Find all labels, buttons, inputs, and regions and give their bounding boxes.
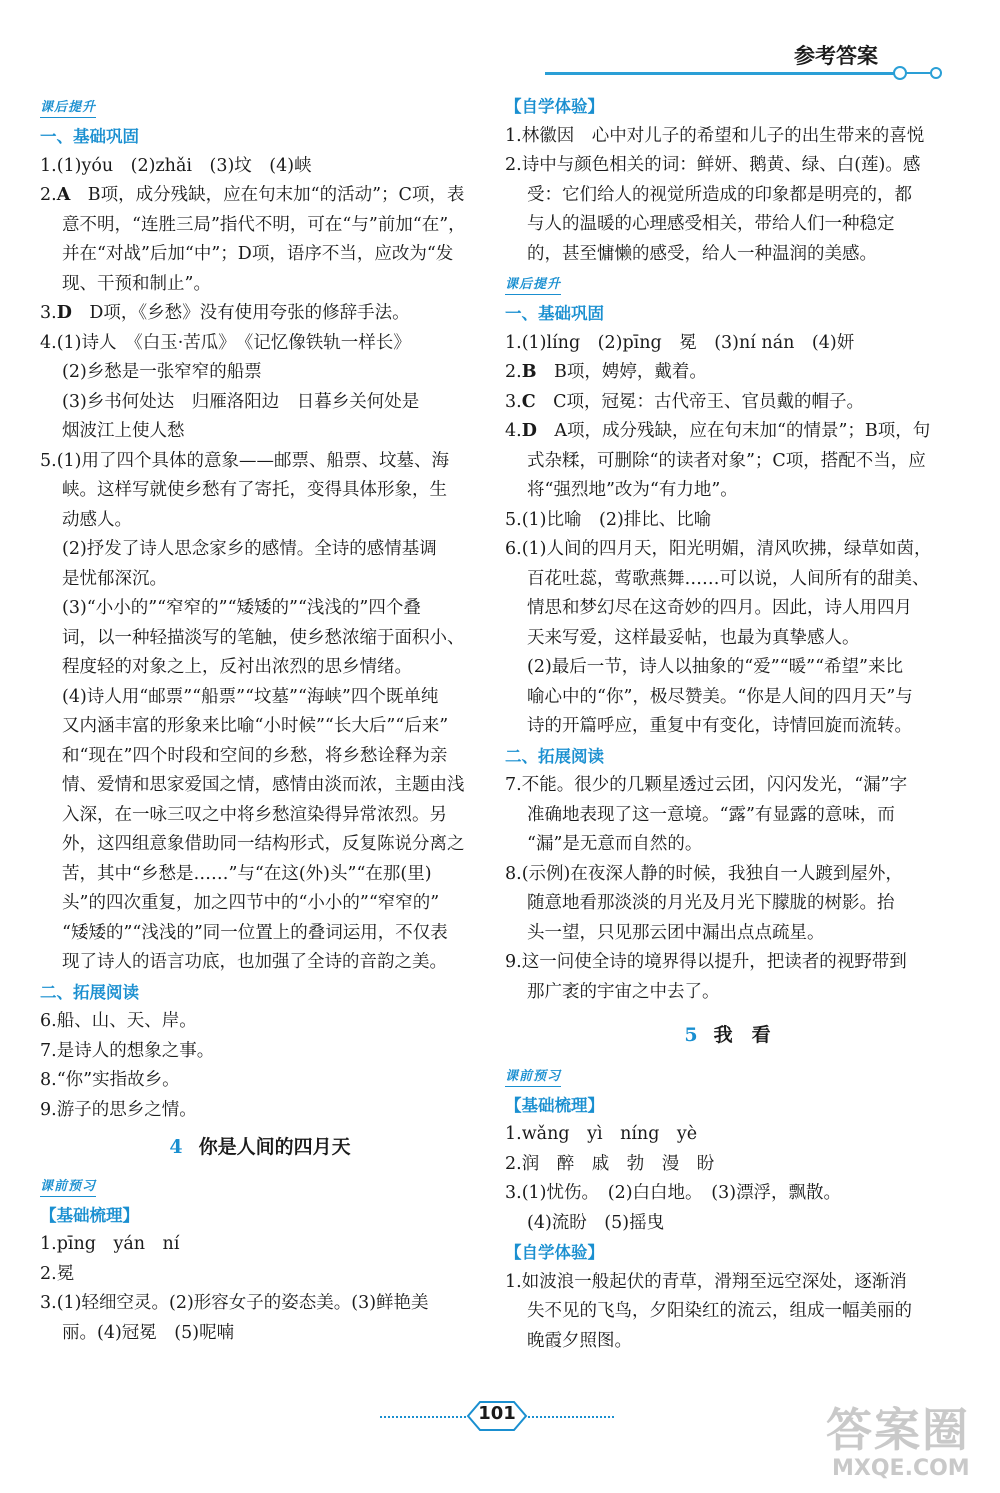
answer-line: 3.(1)轻细空灵。(2)形容女子的姿态美。(3)鲜艳美 [40,1293,429,1313]
answer-line: 6.船、山、天、岸。 [40,1011,197,1031]
answer-line: (3)乡书何处达 归雁洛阳边 日暮乡关何处是 [62,391,420,412]
answer-line: 5.(1)用了四个具体的意象——邮票、船票、坟墓、海 [40,450,449,471]
answer-line: 是忧郁深沉。 [62,568,167,589]
answer-line: 1.(1)yóu (2)zhǎi (3)坟 (4)峡 [40,155,312,176]
answer-line: 苦，其中“乡愁是……”与“在这(外)头”“在那(里) [62,863,432,884]
answer-line: 式杂糅，可删除“的读者对象”；C项，搭配不当，应 [527,450,926,471]
answer-line: 9.这一问使全诗的境界得以提升，把读者的视野带到 [505,952,907,972]
answer-line: 6.(1)人间的四月天，阳光明媚，清风吹拂，绿草如茵， [505,539,932,559]
answer-line: 失不见的飞鸟，夕阳染红的流云，组成一幅美丽的 [527,1301,912,1321]
answer-line: 程度轻的对象之上，反衬出浓烈的思乡情绪。 [62,657,412,677]
answer-line: 随意地看那淡淡的月光及月光下朦胧的树影。抬 [527,893,895,913]
section-heading: 二、拓展阅读 [505,746,604,766]
answer-line: 头”的四次重复，加之四节中的“小小的”“窄窄的” [62,893,440,913]
answer-line: 8.“你”实指故乡。 [40,1070,180,1090]
answer-line: “漏”是无意而自然的。 [527,834,703,854]
answer-line: 2.润 醉 戚 勃 漫 盼 [505,1153,715,1174]
answer-line: 并在“对战”后加“中”；D项，语序不当，应改为“发 [62,244,454,264]
box-heading: 【基础梳理】 [505,1095,604,1115]
section-after-class: 课后提升 [40,99,96,118]
answer-line: 那广袤的宇宙之中去了。 [527,981,720,1002]
answer-line: 2.诗中与颜色相关的词：鲜妍、鹅黄、绿、白(莲)。感 [505,155,921,175]
answer-line: 外，这四组意象借助同一结构形式，反复陈说分离之 [62,834,465,854]
right-column [505,92,950,1356]
answer-line: 2.冕 [40,1263,75,1284]
answer-line: (2)最后一节，诗人以抽象的“爱”“暖”“希望”来比 [527,657,903,677]
answer-line: 9.游子的思乡之情。 [40,1099,197,1120]
answer-line: 入深，在一咏三叹之中将乡愁渲染得异常浓烈。另 [62,804,447,825]
answer-line: (4)诗人用“邮票”“船票”“坟墓”“海峡”四个既单纯 [62,686,439,707]
section-heading: 二、拓展阅读 [40,982,139,1002]
section-heading: 一、基础巩固 [505,304,604,323]
answer-line: 8.(示例)在夜深人静的时候，我独自一人踱到屋外， [505,863,903,884]
answer-line: 1.pīng yán ní [40,1234,180,1254]
lesson-title: 4 你是人间的四月天 [169,1136,351,1158]
answer-line: 4.D A项，成分残缺，应在句末加“的情景”；B项，句 [505,421,931,441]
answer-line: (2)乡愁是一张窄窄的船票 [62,362,262,382]
answer-line: “矮矮的”“浅浅的”同一位置上的叠词运用，不仅表 [62,922,448,943]
answer-line: 情思和梦幻尽在这奇妙的四月。因此，诗人用四月 [527,598,912,618]
box-heading: 【自学体验】 [505,97,604,116]
page-number: 101 [478,1403,516,1424]
answer-line: 和“现在”四个时段和空间的乡愁，将乡愁诠释为亲 [62,745,448,766]
answer-line: 词，以一种轻描淡写的笔触，使乡愁浓缩于面积小、 [62,627,465,648]
answer-line: 1.wǎng yì níng yè [505,1124,698,1144]
lesson-title: 5 我 看 [684,1024,771,1046]
section-preview: 课前预习 [505,1068,561,1087]
answer-line: 5.(1)比喻 (2)排比、比喻 [505,509,712,530]
answer-line: 3.(1)忧伤。 (2)白白地。 (3)漂浮，飘散。 [505,1183,842,1203]
answer-line: 将“强烈地”改为“有力地”。 [527,480,738,500]
section-heading: 一、基础巩固 [40,127,139,146]
answer-line: 3.C C项，冠冕：古代帝王、官员戴的帽子。 [505,391,865,412]
answer-line: 受：它们给人的视觉所造成的印象都是明亮的，都 [527,184,912,205]
answer-line: 烟波江上使人愁 [62,421,185,441]
answer-line: 头一望，只见那云团中漏出点点疏星。 [527,922,825,943]
answer-line: 3.D D项，《乡愁》没有使用夸张的修辞手法。 [40,303,410,323]
header-rule [545,72,900,75]
answer-line: 1.如波浪一般起伏的青草，滑翔至远空深处，逐渐消 [505,1271,907,1292]
answer-line: 7.不能。很少的几颗星透过云团，闪闪发光，“漏”字 [505,775,908,795]
answer-line: 喻心中的“你”，极尽赞美。“你是人间的四月天”与 [527,686,913,707]
answer-line: 2.B B项，娉婷，戴着。 [505,362,707,382]
answer-line: 诗的开篇呼应，重复中有变化，诗情回旋而流转。 [527,716,912,736]
answer-line: 百花吐蕊，莺歌燕舞……可以说，人间所有的甜美、 [527,568,930,589]
answer-line: 的，甚至慵懒的感受，给人一种温润的美感。 [527,243,877,264]
footer-rule-right [528,1416,614,1418]
box-heading: 【基础梳理】 [40,1205,139,1225]
section-after-class: 课后提升 [505,276,561,295]
answer-line: 现了诗人的语言功底，也加强了全诗的音韵之美。 [62,952,447,972]
answer-line: 丽。(4)冠冕 (5)呢喃 [62,1322,235,1343]
answer-line: 晚霞夕照图。 [527,1330,632,1351]
answer-line: 1.(1)líng (2)pīng 冕 (3)ní nán (4)妍 [505,332,855,353]
answer-line: 准确地表现了这一意境。“露”有显露的意味，而 [527,804,895,825]
answer-line: 峡。这样写就使乡愁有了寄托，变得具体形象，生 [62,480,447,500]
header-title: 参考答案 [794,44,878,68]
answer-line: 又内涵丰富的形象来比喻“小时候”“长大后”“后来” [62,716,449,736]
box-heading: 【自学体验】 [505,1243,604,1262]
answer-line: 2.A B项，成分残缺，应在句末加“的活动”；C项，表 [40,185,465,205]
answer-line: 4.(1)诗人 《白玉·苦瓜》 《记忆像铁轨一样长》 [40,332,411,353]
watermark-logo: 答案圈 MXQE.COM [826,1403,970,1481]
answer-line: 现、干预和制止”。 [62,273,211,294]
answer-line: 天来写爱，这样最妥帖，也最为真挚感人。 [527,627,860,648]
answer-line: (4)流盼 (5)摇曳 [527,1212,665,1233]
answer-line: 1.林徽因 心中对儿子的希望和儿子的出生带来的喜悦 [505,125,925,146]
footer-rule-left [380,1416,466,1418]
answer-line: (2)抒发了诗人思念家乡的感情。全诗的感情基调 [62,539,437,559]
answer-line: 情、爱情和思家爱国之情，感情由淡而浓，主题由浅 [62,775,465,795]
answer-line: 意不明，“连胜三局”指代不明，可在“与”前加“在”， [62,214,466,235]
section-preview: 课前预习 [40,1178,96,1197]
answer-line: 7.是诗人的想象之事。 [40,1040,215,1061]
answer-line: 与人的温暖的心理感受相关，带给人们一种稳定 [527,214,895,234]
answer-line: 动感人。 [62,509,132,530]
header-circles-icon [890,64,950,84]
answer-line: (3)“小小的”“窄窄的”“矮矮的”“浅浅的”四个叠 [62,598,421,618]
left-column [40,92,480,1348]
